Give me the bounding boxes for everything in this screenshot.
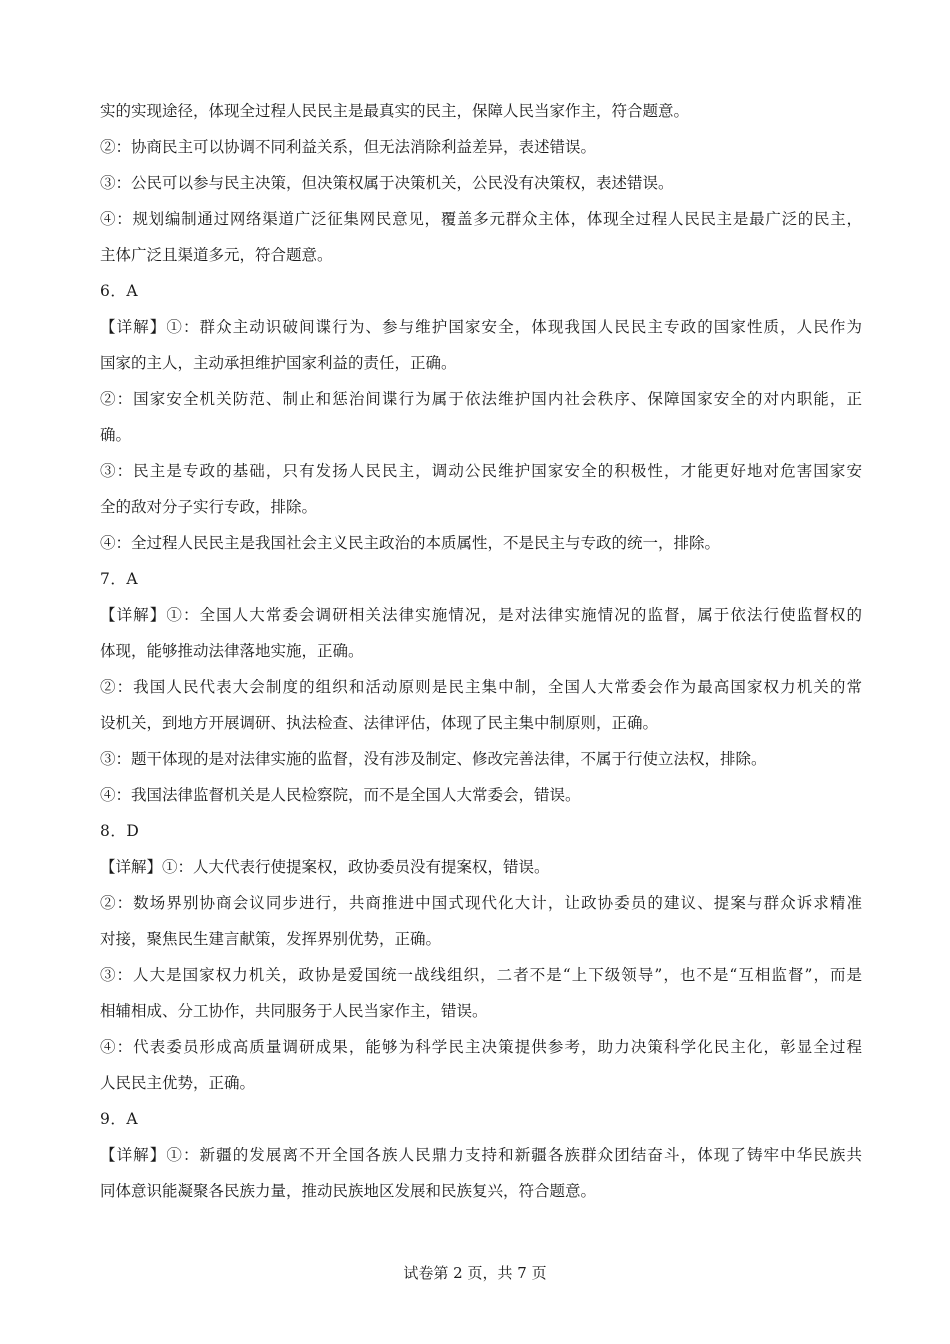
- text-line: 【详解】①：全国人大常委会调研相关法律实施情况，是对法律实施情况的监督，属于依法行使监督权的: [100, 606, 862, 624]
- text-line: ③：题干体现的是对法律实施的监督，没有涉及制定、修改完善法律，不属于行使立法权，排除。: [100, 750, 767, 768]
- text-line: 人民民主优势，正确。: [100, 1074, 256, 1092]
- text-line: ③：民主是专政的基础，只有发扬人民民主，调动公民维护国家安全的积极性，才能更好地对危害国家安: [100, 462, 862, 480]
- text-line: ②：协商民主可以协调不同利益关系，但无法消除利益差异，表述错误。: [100, 138, 597, 156]
- text-line: ④：规划编制通过网络渠道广泛征集网民意见，覆盖多元群众主体，体现全过程人民民主是最广泛的民主，: [100, 210, 862, 228]
- question-answer: 8．D: [100, 822, 140, 840]
- question-answer: 6．A: [100, 282, 139, 300]
- answer-explanations: [100, 93, 862, 1209]
- text-line: 设机关，到地方开展调研、执法检查、法律评估，体现了民主集中制原则，正确。: [100, 714, 659, 732]
- page-footer: 试卷第 2 页，共 7 页: [403, 1264, 547, 1282]
- text-line: ④：代表委员形成高质量调研成果，能够为科学民主决策提供参考，助力决策科学化民主化，彰显全过程: [100, 1038, 862, 1056]
- text-line: 体现，能够推动法律落地实施，正确。: [100, 642, 364, 660]
- text-line: ②：国家安全机关防范、制止和惩治间谍行为属于依法维护国内社会秩序、保障国家安全的对内职能，正: [100, 390, 862, 408]
- text-line: 对接，聚焦民生建言献策，发挥界别优势，正确。: [100, 930, 442, 948]
- text-line: ②：数场界别协商会议同步进行，共商推进中国式现代化大计，让政协委员的建议、提案与群众诉求精准: [100, 894, 862, 912]
- text-line: ④：全过程人民民主是我国社会主义民主政治的本质属性，不是民主与专政的统一，排除。: [100, 534, 721, 552]
- text-line: 全的敌对分子实行专政，排除。: [100, 498, 318, 516]
- question-answer: 9．A: [100, 1110, 139, 1128]
- text-line: ④：我国法律监督机关是人民检察院，而不是全国人大常委会，错误。: [100, 786, 581, 804]
- text-line: ②：我国人民代表大会制度的组织和活动原则是民主集中制，全国人大常委会作为最高国家权力机关的常: [100, 678, 862, 696]
- text-line: 主体广泛且渠道多元，符合题意。: [100, 246, 333, 264]
- text-line: 【详解】①：群众主动识破间谍行为、参与维护国家安全，体现我国人民民主专政的国家性质，人民作为: [100, 318, 862, 336]
- text-line: 同体意识能凝聚各民族力量，推动民族地区发展和民族复兴，符合题意。: [100, 1182, 597, 1200]
- text-line: 【详解】①：新疆的发展离不开全国各族人民鼎力支持和新疆各族群众团结奋斗，体现了铸牢中华民族共: [100, 1146, 862, 1164]
- text-line: 相辅相成、分工协作，共同服务于人民当家作主，错误。: [100, 1002, 488, 1020]
- text-line: ③：人大是国家权力机关，政协是爱国统一战线组织，二者不是“上下级领导”，也不是“互相监督”，而是: [100, 966, 862, 984]
- text-line: 实的实现途径，体现全过程人民民主是最真实的民主，保障人民当家作主，符合题意。: [100, 102, 690, 120]
- text-line: 确。: [100, 426, 132, 444]
- text-line: 国家的主人，主动承担维护国家利益的责任，正确。: [100, 354, 457, 372]
- text-line: 【详解】①：人大代表行使提案权，政协委员没有提案权，错误。: [100, 858, 550, 876]
- text-line: ③：公民可以参与民主决策，但决策权属于决策机关，公民没有决策权，表述错误。: [100, 174, 674, 192]
- question-answer: 7．A: [100, 570, 139, 588]
